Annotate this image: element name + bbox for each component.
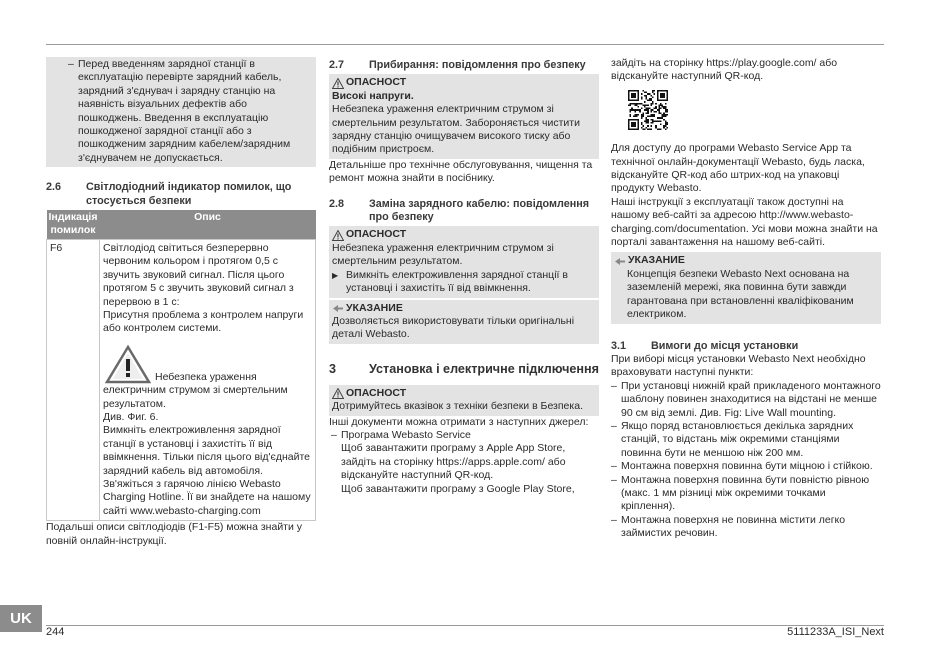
list-item-text: При установці нижній край прикладеного монтажного шаблону повинен знаходитися на відстані не менше 90 см від землі. Див. Fig: Live Wall mounting. — [621, 379, 881, 419]
google-play-continued: зайдіть на сторінку https://play.google.com/ або відскануйте наступний QR-код. — [611, 57, 838, 83]
list-item — [611, 380, 881, 420]
dash-bullet: – — [611, 473, 617, 486]
google-play-text: Щоб завантажити програму з Google Play Store, — [341, 482, 575, 495]
dash-bullet: – — [68, 58, 74, 70]
access-text: Для доступу до програми Webasto Service App та технічної онлайн-документації Webasto, будь ласка, відскануйте QR-код або штрих-код на упаковці продукту Webasto. — [611, 142, 865, 195]
list-item-text: Монтажна поверхня не повинна містити легко займистих речовин. — [621, 513, 846, 540]
language-tab: UK — [0, 605, 42, 632]
dash-bullet: – — [611, 460, 617, 473]
danger-subtitle: Високі напруги. — [332, 89, 414, 102]
info-arrow-icon — [614, 256, 626, 267]
section-2-8-heading — [329, 198, 599, 225]
list-item — [611, 420, 881, 460]
intro-box — [46, 57, 316, 167]
dash-bullet: – — [331, 428, 337, 441]
danger-title: ОПАСНОСТ — [346, 386, 407, 399]
section-title: Заміна зарядного кабелю: повідомлення про безпеку — [369, 197, 590, 224]
list-item — [611, 474, 881, 514]
service-app-item: Програма Webasto Service — [341, 428, 471, 441]
note-text: Концепція безпеки Webasto Next основана на заземленій мережі, яка повинна бути завжди гарантована при встановленні кваліфікованим електриком. — [627, 267, 854, 321]
note-box-2 — [611, 252, 881, 323]
table-header-description: Опис — [99, 210, 315, 239]
section-number: 2.7 — [329, 59, 345, 71]
row-text-1: Світлодіод світиться безперервно червоним кольором і протягом 0,5 с звучить звуковий сигнал. Після цього протягом 5 с звучить звуковий сигнал з перервою в 1 с: — [102, 241, 294, 308]
page-number: 244 — [46, 626, 65, 638]
note-title: УКАЗАНИЕ — [346, 301, 403, 314]
dash-bullet: – — [611, 379, 617, 392]
danger-step: Вимкніть електроживлення зарядної станції в установці і захистіть її від ввімкнення. — [346, 268, 568, 295]
info-arrow-icon — [332, 303, 344, 314]
error-table — [46, 210, 316, 521]
list-item-text: Монтажна поверхня повинна бути повністю рівною (макс. 1 мм різниці між окремими точками кріплення). — [621, 473, 870, 513]
section-3-1-heading — [611, 340, 881, 353]
row-text-2: Присутня проблема з контролем напруги або контролем системи. — [102, 308, 304, 335]
column-1 — [46, 57, 316, 548]
section-number: 2.6 — [46, 181, 62, 194]
list-item — [611, 460, 881, 473]
list-item — [611, 514, 881, 541]
warning-triangle-icon — [332, 388, 344, 399]
dash-bullet: – — [611, 513, 617, 526]
dash-bullet: – — [611, 419, 617, 432]
section-number: 3.1 — [611, 339, 627, 352]
note-title: УКАЗАНИЕ — [628, 254, 685, 267]
row-text-3: Вимкніть електроживлення зарядної станції в установці і захистіть її від ввімкнення. Тільки після цього від'єднайте зарядний кабель від автомобіля. — [102, 424, 311, 477]
maintenance-text: Детальніше про технічне обслуговування, чищення та ремонт можна знайти в посібнику. — [329, 158, 593, 185]
list-item-text: Монтажна поверхня повинна бути міцною і стійкою. — [621, 460, 873, 473]
bottom-rule — [46, 625, 884, 626]
danger-text: Небезпека ураження електричним струмом зі смертельним результатом. — [332, 241, 554, 268]
requirements-list — [611, 380, 881, 541]
chapter-title: Установка і електричне підключення — [369, 361, 599, 376]
danger-text: Небезпека ураження електричним струмом зі смертельним результатом. Забороняється чистити зарядну станцію очищувачем високого тиску або подібним пристроєм. — [332, 103, 580, 156]
note-box-1 — [329, 300, 599, 344]
qr-code-icon[interactable] — [628, 90, 668, 130]
column-2 — [329, 57, 599, 496]
column-3 — [611, 57, 881, 541]
row-warning-text: Небезпека ураження електричним струмом зі смертельним результатом. — [102, 370, 288, 410]
warning-triangle-icon — [332, 78, 344, 89]
section-title: Вимоги до місця установки — [651, 339, 799, 352]
row-fig-ref: Див. Фиг. 6. — [102, 410, 159, 423]
section-title: Прибирання: повідомлення про безпеку — [369, 59, 586, 71]
sources-text: Інші документи можна отримати з наступних джерел: — [329, 415, 589, 428]
warning-triangle-icon — [105, 344, 151, 384]
chapter-number: 3 — [329, 361, 337, 376]
requirements-intro: При виборі місця установки Webasto Next необхідно враховувати наступні пункти: — [611, 352, 866, 379]
section-2-6-heading — [46, 181, 316, 208]
row-description — [99, 239, 315, 520]
website-text: Наші інструкції з експлуатації також доступні на нашому веб-сайті за адресою http://www.webasto-charging.com/documentation. Усі мови можна знайти на порталі завантаження на нашому веб-сайті. — [611, 195, 878, 249]
intro-text: Перед введенням зарядної станції в експлуатацію перевірте зарядний кабель, зарядний з'єднувач і зарядну станцію на наявність візуальних дефектів або пошкоджень. Введення в експлуатацію пошкодженої зарядної станції або з пошкодженим зарядним кабелем/зарядним з'єднувачем не допускається. — [78, 58, 291, 164]
danger-title: ОПАСНОСТ — [346, 76, 407, 89]
top-rule — [46, 44, 884, 45]
step-arrow-icon: ▶ — [332, 270, 339, 280]
warning-triangle-icon — [332, 230, 344, 241]
section-number: 2.8 — [329, 197, 345, 210]
danger-box-1 — [329, 74, 599, 158]
danger-text: Дотримуйтесь вказівок з техніки безпеки в Безпека. — [332, 400, 583, 413]
row-warning — [103, 344, 312, 411]
chapter-3-heading — [329, 362, 599, 377]
document-id: 5111233A_ISI_Next — [787, 626, 884, 638]
danger-title: ОПАСНОСТ — [346, 228, 407, 241]
apple-store-text: Щоб завантажити програму з Apple App Store, зайдіть на сторінку https://apps.apple.com/ або відскануйте наступний QR-код. — [341, 442, 566, 482]
table-header-code: Індикація помилок — [47, 210, 100, 239]
danger-box-3 — [329, 385, 599, 416]
row-code: F6 — [47, 239, 100, 520]
section-title: Світлодіодний індикатор помилок, що стосується безпеки — [86, 181, 292, 207]
danger-box-2 — [329, 226, 599, 297]
table-row — [47, 239, 316, 520]
after-table-text: Подальші описи світлодіодів (F1-F5) можна знайти у повній онлайн-інструкції. — [46, 521, 303, 547]
section-2-7-heading — [329, 59, 599, 72]
row-text-4: Зв'яжіться з гарячою лінією Webasto Charging Hotline. Її ви знайдете на нашому сайті www.webasto-charging.com — [102, 477, 311, 517]
note-text: Дозволяється використовувати тільки оригінальні деталі Webasto. — [332, 314, 575, 341]
list-item-text: Якщо поряд встановлюється декілька зарядних станцій, то відстань між окремими станціями повинна бути не меншою ніж 200 мм. — [621, 419, 854, 459]
